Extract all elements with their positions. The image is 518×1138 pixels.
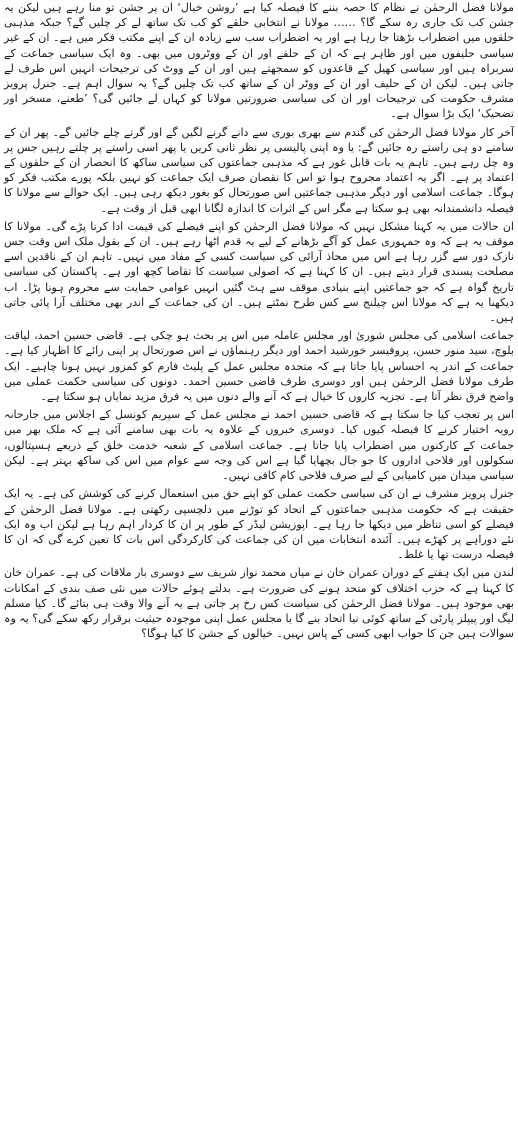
article-paragraph: جماعت اسلامی کی مجلس شوریٰ اور مجلس عاملہ میں اس پر بحث ہو چکی ہے۔ قاضی حسین احمد، لیاقت بلوچ، سید منور حسن، پروفیسر خورشید احمد اور دیگر رہنماؤں نے اس صورتحال پر اپنی رائے کا اظہار کیا ہے۔ جماعت کے اندر یہ احساس پایا جاتا ہے کہ متحدہ مجلس عمل کے پلیٹ فارم کو کمزور نہیں ہونا چاہیے۔ ایک طرف مولانا فضل الرحمٰن ہیں اور دوسری طرف قاضی حسین احمد۔ دونوں کی سیاسی حکمت عملی میں واضح فرق نظر آتا ہے۔ تجزیہ کاروں کا خیال ہے کہ آنے والے دنوں میں یہ فرق مزید نمایاں ہو سکتا ہے۔ xyxy=(4,329,514,404)
article-column xyxy=(4,0,514,1138)
article-paragraph: اس پر تعجب کیا جا سکتا ہے کہ قاضی حسین احمد نے مجلس عمل کے سپریم کونسل کے اجلاس میں جارحانہ رویہ اختیار کرنے کا فیصلہ کیوں کیا۔ دوسری خبروں کے علاوہ یہ بات بھی سامنے آئی ہے کہ ملک بھر میں جماعت کے کارکنوں میں اضطراب پایا جاتا ہے۔ جماعت اسلامی کے شعبہ خدمت خلق کے ذریعے ہسپتالوں، سکولوں اور فلاحی اداروں کا جو جال بچھایا گیا ہے اس کی وجہ سے عوام میں اس کی ساکھ بہتر ہے۔ لیکن سیاسی میدان میں کامیابی کے لیے صرف فلاحی کام کافی نہیں۔ xyxy=(4,408,514,483)
article-paragraph: آخر کار مولانا فضل الرحمٰن کی گندم سے بھری بوری سے دانے گرنے لگیں گے اور گرتے چلے جائیں گے۔ پھر ان کے سامنے دو ہی راستے رہ جائیں گے: یا وہ اپنی پالیسی پر نظر ثانی کریں یا پھر اسی راستے پر چلتے رہیں جس پر وہ چل رہے ہیں۔ تاہم یہ بات قابل غور ہے کہ مذہبی جماعتوں کی سیاسی ساکھ کا انحصار ان کے حلقوں کے اعتماد پر ہے۔ اگر یہ اعتماد مجروح ہوا تو اس کا نقصان صرف ایک جماعت کو نہیں بلکہ پورے مکتب فکر کو ہوگا۔ جماعت اسلامی اور دیگر مذہبی جماعتیں اس صورتحال کو بغور دیکھ رہی ہیں۔ ایک حوالے سے مولانا کا فیصلہ دانشمندانہ بھی ہو سکتا ہے مگر اس کے اثرات کا اندازہ لگانا ابھی قبل از وقت ہے۔ xyxy=(4,125,514,215)
article-paragraph: ان حالات میں یہ کہنا مشکل نہیں کہ مولانا فضل الرحمٰن کو اپنے فیصلے کی قیمت ادا کرنا پڑے گی۔ مولانا کا موقف یہ ہے کہ وہ جمہوری عمل کو آگے بڑھانے کے لیے یہ قدم اٹھا رہے ہیں۔ ان کے بقول ملک اس وقت جس نازک دور سے گزر رہا ہے اس میں محاذ آرائی کی سیاست کسی کے مفاد میں نہیں۔ تاہم ان کے ناقدین اسے مصلحت پسندی قرار دیتے ہیں۔ ان کا کہنا ہے کہ اصولی سیاست کا تقاضا کچھ اور ہے۔ پاکستان کی سیاسی تاریخ گواہ ہے کہ جو جماعتیں اپنے بنیادی موقف سے ہٹ گئیں انہیں عوامی حمایت سے محروم ہونا پڑا۔ اب دیکھنا یہ ہے کہ مولانا اس چیلنج سے کس طرح نمٹتے ہیں۔ ان کی جماعت کے اندر بھی مختلف آرا پائی جاتی ہیں۔ xyxy=(4,219,514,325)
article-paragraph: لندن میں ایک ہفتے کے دوران عمران خان نے میاں محمد نواز شریف سے دوسری بار ملاقات کی ہے۔ عمران خان کا کہنا ہے کہ حزب اختلاف کو متحد ہونے کی ضرورت ہے۔ بدلتے ہوئے حالات میں نئی صف بندی کے امکانات بھی موجود ہیں۔ مولانا فضل الرحمٰن کی سیاست کس رخ پر جاتی ہے یہ آنے والا وقت ہی بتائے گا۔ کیا مسلم لیگ اور پیپلز پارٹی کے ساتھ کوئی نیا اتحاد بنے گا یا مجلس عمل اپنی موجودہ حیثیت برقرار رکھ سکے گی؟ یہ وہ سوالات ہیں جن کا جواب ابھی کسی کے پاس نہیں۔ خیالوں کے جشن کا کیا ہوگا؟ xyxy=(4,566,514,641)
article-paragraph: جنرل پرویز مشرف نے ان کی سیاسی حکمت عملی کو اپنے حق میں استعمال کرنے کی کوشش کی ہے۔ یہ ایک حقیقت ہے کہ حکومت مذہبی جماعتوں کے اتحاد کو توڑنے میں دلچسپی رکھتی ہے۔ مولانا فضل الرحمٰن کے فیصلے کو اسی تناظر میں دیکھا جا رہا ہے۔ اپوزیشن لیڈر کے طور پر ان کا کردار اہم رہا ہے لیکن اب وہ ایک نئے دوراہے پر کھڑے ہیں۔ آئندہ انتخابات میں ان کی جماعت کی کارکردگی اس بات کا تعین کرے گی کہ ان کا فیصلہ درست تھا یا غلط۔ xyxy=(4,487,514,562)
article-paragraph: مولانا فضل الرحمٰن نے نظام کا حصہ بننے کا فیصلہ کیا ہے ’روشن خیال‘ ان پر جشن تو منا رہے ہیں لیکن یہ جشن کب تک جاری رہ سکے گا؟ …… مولانا نے انتخابی حلقے کو کب تک ساتھ لے کر چلیں گے؟ جبکہ مذہبی حلقوں میں اضطراب بڑھتا جا رہا ہے اور یہ اضطراب سب سے زیادہ ان کے اپنے مکتب فکر میں ہے۔ ان کے غیر سیاسی حلیفوں میں اور ظاہر ہے کہ ان کے حلقے اور ان کے ووٹروں میں بھی۔ وہ ایک سیاسی جماعت کے سربراہ ہیں اور سیاسی کھیل کے قاعدوں کو سمجھتے ہیں اور ان کے ووٹ کی ترجیحات انہیں اس طرف لے جاتی ہیں۔ لیکن ان کے حلیف اور ان کے ووٹر ان کے ساتھ کب تک چلیں گے؟ یہ سوال اہم ہے۔ جنرل پرویز مشرف حکومت کی ترجیحات اور ان کی سیاسی ضرورتیں مولانا کو کہاں لے جائیں گی؟ ’طعنے، مسخر اور تضحیک‘ ایک بڑا سوال ہے۔ xyxy=(4,1,514,121)
